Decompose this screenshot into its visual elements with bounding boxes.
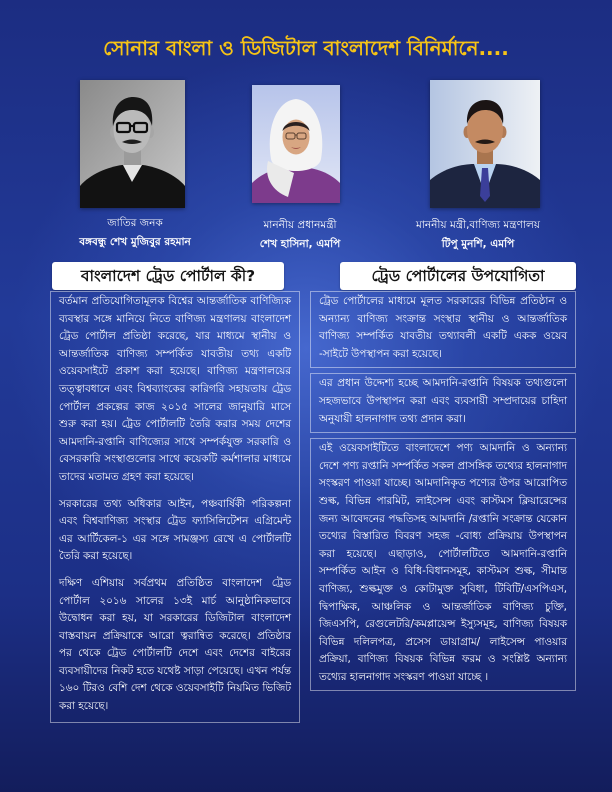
what-is-trade-portal-heading: বাংলাদেশ ট্রেড পোর্টাল কী? xyxy=(52,262,284,290)
portrait-caption-1 xyxy=(40,214,230,252)
caption-name: টিপু মুনশি, এমপি xyxy=(441,238,515,250)
caption-role: মাননীয় মন্ত্রী,বাণিজ্য মন্ত্রণালয় xyxy=(416,219,540,231)
paragraph-box xyxy=(310,373,576,433)
portrait-caption-2 xyxy=(225,216,375,254)
page-title: সোনার বাংলা ও ডিজিটাল বাংলাদেশ বিনির্মানে.... xyxy=(103,36,509,60)
caption-role: জাতির জনক xyxy=(107,217,163,229)
paragraph-box xyxy=(310,291,576,368)
paragraph-box xyxy=(310,438,576,691)
father-of-nation-portrait xyxy=(80,80,185,208)
caption-role: মাননীয় প্রধানমন্ত্রী xyxy=(263,219,337,231)
paragraph: ট্রেড পোর্টালের মাধ্যমে মূলত সরকারের বিভিন্ন প্রতিষ্ঠান ও অন্যান্য বাণিজ্য সংক্রান্ত সংস্থার স্থানীয় ও আন্তর্জাতিক বাণিজ্য সম্পর্কিত যাবতীয় তথ্যাবলী একটি একক ওয়েব -সাইটে উপস্থাপন করা হয়েছে। xyxy=(319,295,567,360)
caption-name: বঙ্গবন্ধু শেখ মুজিবুর রহমান xyxy=(79,236,191,248)
paragraph: দক্ষিণ এশিয়ায় সর্বপ্রথম প্রতিষ্ঠিত বাংলাদেশ ট্রেড পোর্টাল ২০১৬ সালের ১৩ই মার্চ আনুষ্ঠানিকভাবে উদ্বোধন করা হয়, যা সরকারের ডিজিটাল বাংলাদেশ বাস্তবায়ন প্রক্রিয়াকে আরো ত্বরান্বিত করেছে। প্রতিষ্ঠার পর থেকে ট্রেড পোর্টালটি দেশে এবং দেশের বাইরের ব্যবসায়ীদের নিকট হতে যথেষ্ট সাড়া পেয়েছে। এখন পর্যন্ত ১৬০ টিরও বেশি দেশ থেকে ওয়েবসাইটি নিয়মিত ভিজিট করা হয়েছে। xyxy=(59,576,291,713)
usefulness-section-text xyxy=(310,291,576,691)
commerce-minister-portrait xyxy=(430,80,540,208)
paragraph: এর প্রধান উদ্দেশ্য হচ্ছে আমদানি-রপ্তানি বিষয়ক তথ্যগুলো সহজভাবে উপস্থাপন করা এবং ব্যবসায়ী সম্প্রদায়ের চাহিদা অনুযায়ী হালনাগাদ তথ্য প্রদান করা। xyxy=(319,377,567,425)
paragraph: এই ওয়েবসাইটিতে বাংলাদেশে পণ্য আমদানি ও অন্যান্য দেশে পণ্য রপ্তানি সম্পর্কিত সকল প্রাসঙ্গিক তথ্যের হালনাগাদ সংস্করণ পাওয়া যাচ্ছে। আমদানিকৃত পণ্যের উপর আরোপিত শুল্ক, বিভিন্ন পারমিট, লাইসেন্স এবং কাস্টমস ক্লিয়ারেন্সের জন্য আবেদনের পদ্ধতিসহ আমদানি /রপ্তানি সংক্রান্ত যেকোন তথ্যের বিস্তারিত বিবরণ সহজ -বোধ্য প্রক্রিয়ায় উপস্থাপন করা হয়েছে। এছাড়াও, পোর্টালটিতে আমদানি-রপ্তানি সম্পর্কিত আইন ও বিধি-বিধানসমূহ, কাস্টমস শুল্ক, সীমান্ত বাণিজ্য, শুল্কমুক্ত ও কোটামুক্ত সুবিধা, টিবিটি/এসপিএস, দ্বিপাক্ষিক, আঞ্চলিক ও আন্তর্জাতিক বাণিজ্য চুক্তি, জিএসপি, রেগুলেটরি/কমপ্লায়েন্স ইস্যুসমূহ, বাণিজ্য বিষয়ক বিভিন্ন দলিলপত্র, প্রসেস ডায়াগ্রাম/ লাইসেন্স পাওয়ার প্রক্রিয়া, বাণিজ্য বিষয়ক বিভিন্ন ফরম ও সংশ্লিষ্ট অন্যান্য তথ্যের হালনাগাদ সংস্করণ পাওয়া যাচ্ছে । xyxy=(319,442,567,683)
paragraph: সরকারের তথ্য অধিকার আইন, পঞ্চবার্ষিকী পরিকল্পনা এবং বিশ্ববাণিজ্য সংস্থার ট্রেড ফ্যাসিলিটেশন এগ্রিমেন্ট এর আর্টিকেল-১ এর সঙ্গে সামঞ্জস্য রেখে এ পোর্টালটি তৈরি করা হয়েছে। xyxy=(59,497,291,563)
what-is-section-text xyxy=(50,291,300,723)
paragraph: বর্তমান প্রতিযোগিতামূলক বিশ্বের আন্তর্জাতিক বাণিজ্যিক ব্যবস্থার সঙ্গে মানিয়ে নিতে বাণিজ্য মন্ত্রণালয় বাংলাদেশ ট্রেড পোর্টাল প্রতিষ্ঠা করেছে, যার মাধ্যমে স্থানীয় ও আন্তর্জাতিক বাণিজ্য সম্পর্কিত যাবতীয় তথ্য একটি ওয়েবসাইটে প্রকাশ করা হয়েছে। বাণিজ্য মন্ত্রণালয়ের তত্ত্বাবধানে এবং বিশ্বব্যাংকের কারিগরি সহায়তায় ট্রেড পোর্টাল প্রকল্পের কাজ ২০১৫ সালের জানুয়ারি মাসে শুরু করা হয়। ট্রেড পোর্টালটি তৈরি করার সময় দেশের আমদানি-রপ্তানি বাণিজ্যের সাথে সম্পর্কযুক্ত সরকারি ও বেসরকারি সংস্থাগুলোর সাথে কয়েকটি কর্মশালার মাধ্যমে তাদের মতামত গ্রহণ করা হয়েছে। xyxy=(59,295,291,483)
portrait-caption-3 xyxy=(388,216,568,254)
prime-minister-portrait xyxy=(252,85,340,203)
trade-portal-usefulness-heading: ট্রেড পোর্টালের উপযোগিতা xyxy=(340,262,576,290)
caption-name: শেখ হাসিনা, এমপি xyxy=(259,238,341,250)
